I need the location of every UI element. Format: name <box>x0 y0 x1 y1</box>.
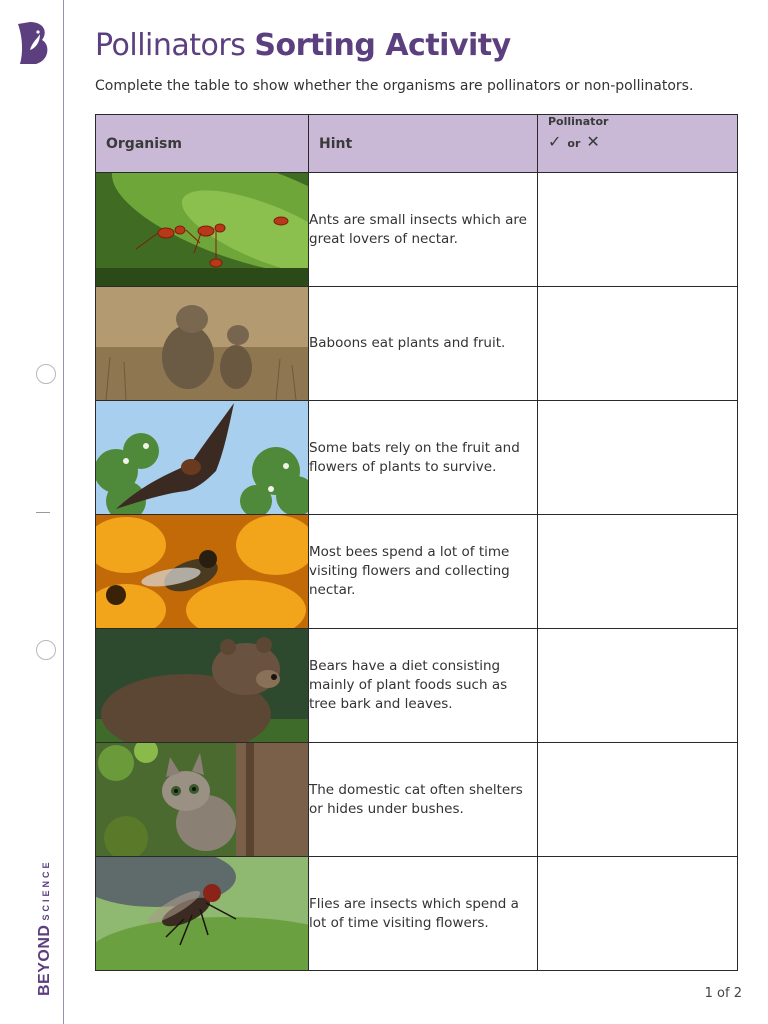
answer-cell[interactable] <box>538 173 738 287</box>
header-hint: Hint <box>309 115 538 173</box>
answer-cell[interactable] <box>538 515 738 629</box>
table-row <box>96 857 738 971</box>
pollinator-label: Pollinator <box>548 115 609 128</box>
brand-wordmark <box>34 860 54 996</box>
hint-cell: The domestic cat often shelters or hides under bushes. <box>309 743 538 857</box>
table-row <box>96 401 738 515</box>
organism-image-bat <box>96 401 309 515</box>
beyond-logo-icon <box>14 20 52 66</box>
organism-image-baboon <box>96 287 309 401</box>
page-number: 1 of 2 <box>704 986 742 1001</box>
hint-cell: Baboons eat plants and fruit. <box>309 287 538 401</box>
answer-cell[interactable] <box>538 743 738 857</box>
brand-word-science: SCIENCE <box>41 859 51 921</box>
answer-cell[interactable] <box>538 629 738 743</box>
table-header-row <box>96 115 738 173</box>
fold-mark <box>36 512 50 513</box>
organism-image-bee <box>96 515 309 629</box>
hint-cell: Some bats rely on the fruit and flowers of plants to survive. <box>309 401 538 515</box>
table-row <box>96 173 738 287</box>
check-or-cross <box>548 132 727 151</box>
check-icon: ✓ <box>548 132 562 151</box>
answer-cell[interactable] <box>538 401 738 515</box>
cross-icon: ✕ <box>586 132 600 151</box>
or-text: or <box>567 137 581 150</box>
hint-cell: Most bees spend a lot of time visiting flowers and collecting nectar. <box>309 515 538 629</box>
sorting-table <box>95 114 738 971</box>
hint-cell: Flies are insects which spend a lot of time visiting flowers. <box>309 857 538 971</box>
margin-line <box>63 0 64 1024</box>
organism-image-cat <box>96 743 309 857</box>
hint-cell: Bears have a diet consisting mainly of plant foods such as tree bark and leaves. <box>309 629 538 743</box>
table-row <box>96 515 738 629</box>
organism-image-ant <box>96 173 309 287</box>
binder-hole <box>36 364 56 384</box>
organism-image-fly <box>96 857 309 971</box>
header-organism: Organism <box>96 115 309 173</box>
answer-cell[interactable] <box>538 857 738 971</box>
table-row <box>96 629 738 743</box>
binder-hole <box>36 640 56 660</box>
answer-cell[interactable] <box>538 287 738 401</box>
page-title <box>95 28 511 63</box>
title-bold: Sorting Activity <box>254 28 511 63</box>
instructions: Complete the table to show whether the organisms are pollinators or non-pollinators. <box>95 78 694 94</box>
header-pollinator <box>538 115 738 173</box>
hint-cell: Ants are small insects which are great lovers of nectar. <box>309 173 538 287</box>
table-row <box>96 743 738 857</box>
title-light: Pollinators <box>95 28 246 63</box>
organism-image-bear <box>96 629 309 743</box>
table-row <box>96 287 738 401</box>
brand-word-beyond: BEYOND <box>36 924 53 996</box>
